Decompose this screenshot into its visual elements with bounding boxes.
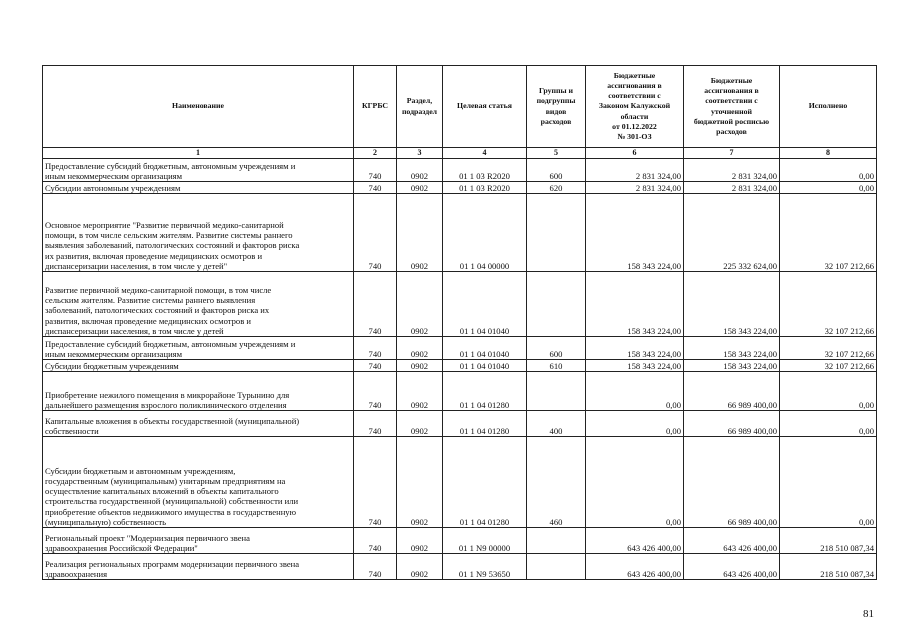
table-row (43, 437, 877, 528)
cell-refined-appropriations: 66 989 400,00 (684, 437, 780, 528)
table-row (43, 372, 877, 411)
cell-section: 0902 (397, 372, 443, 411)
cell-executed: 0,00 (780, 411, 877, 437)
cell-name-line: собственности (45, 426, 99, 437)
cell-name (43, 194, 354, 272)
header-line: соответствии с (705, 96, 758, 106)
cell-name-line: строительства государственной (муниципальной) собственности или (45, 496, 299, 507)
header-line: Законом Калужской (598, 101, 671, 111)
table-row (43, 182, 877, 194)
cell-kgrbs: 740 (354, 372, 397, 411)
cell-refined-appropriations: 66 989 400,00 (684, 411, 780, 437)
cell-name (43, 372, 354, 411)
cell-section: 0902 (397, 360, 443, 372)
cell-kgrbs: 740 (354, 411, 397, 437)
cell-law-appropriations: 0,00 (586, 411, 684, 437)
column-number: 3 (397, 148, 443, 159)
column-number: 8 (780, 148, 877, 159)
table-row (43, 360, 877, 372)
header-line: Бюджетные (613, 71, 656, 81)
cell-name-line: Субсидии бюджетным учреждениям (45, 361, 179, 372)
cell-section: 0902 (397, 182, 443, 194)
table-row (43, 159, 877, 182)
cell-executed: 32 107 212,66 (780, 337, 877, 360)
column-number: 2 (354, 148, 397, 159)
cell-target-article: 01 1 N9 53650 (443, 554, 527, 580)
column-number: 6 (586, 148, 684, 159)
cell-kgrbs: 740 (354, 360, 397, 372)
header-expense-group (527, 66, 586, 148)
cell-kgrbs: 740 (354, 272, 397, 337)
cell-refined-appropriations: 2 831 324,00 (684, 182, 780, 194)
cell-executed: 32 107 212,66 (780, 194, 877, 272)
column-numbers-row (43, 148, 877, 159)
cell-target-article: 01 1 03 R2020 (443, 182, 527, 194)
cell-name (43, 554, 354, 580)
cell-section: 0902 (397, 337, 443, 360)
header-line: ассигнования в (704, 86, 759, 96)
cell-name-line: выявления заболеваний, патологических состояний и факторов риска (45, 240, 300, 251)
table-row (43, 337, 877, 360)
header-line: ассигнования в (607, 81, 662, 91)
cell-executed: 218 510 087,34 (780, 554, 877, 580)
cell-expense-group: 610 (527, 360, 586, 372)
cell-name (43, 528, 354, 554)
header-line: области (620, 111, 649, 121)
table-row (43, 194, 877, 272)
cell-kgrbs: 740 (354, 437, 397, 528)
cell-refined-appropriations: 2 831 324,00 (684, 159, 780, 182)
header-line: Группы и (538, 86, 574, 96)
cell-name-line: заболеваний, патологических состояний и факторов риска их (45, 305, 270, 316)
cell-section: 0902 (397, 528, 443, 554)
cell-refined-appropriations: 225 332 624,00 (684, 194, 780, 272)
cell-law-appropriations: 2 831 324,00 (586, 182, 684, 194)
cell-expense-group (527, 272, 586, 337)
cell-expense-group (527, 554, 586, 580)
cell-name-line: иным некоммерческим организациям (45, 171, 183, 182)
table-row (43, 528, 877, 554)
cell-name-line: Предоставление субсидий бюджетным, автономным учреждениям и (45, 338, 296, 349)
cell-name-line: Развитие первичной медико-санитарной помощи, в том числе (45, 284, 272, 295)
column-number: 5 (527, 148, 586, 159)
cell-section: 0902 (397, 437, 443, 528)
cell-refined-appropriations: 643 426 400,00 (684, 554, 780, 580)
table-row (43, 554, 877, 580)
cell-section: 0902 (397, 194, 443, 272)
cell-section: 0902 (397, 272, 443, 337)
cell-expense-group: 620 (527, 182, 586, 194)
cell-target-article: 01 1 04 01040 (443, 337, 527, 360)
header-executed (780, 66, 877, 148)
header-line: уточненной (710, 106, 753, 116)
cell-name-line: Реализация региональных программ модернизации первичного звена (45, 558, 300, 569)
cell-name-line: государственным (муниципальным) унитарным предприятиям на (45, 475, 286, 486)
table-body (43, 159, 877, 580)
table-row (43, 411, 877, 437)
header-line: подгруппы (536, 96, 576, 106)
header-line: соответствии с (608, 91, 661, 101)
header-refined-appropriations (684, 66, 780, 148)
cell-name-line: Капитальные вложения в объекты государственной (муниципальной) (45, 415, 300, 426)
cell-name-line: помощи, в том числе сельским жителям. Развитие системы раннего (45, 230, 293, 241)
cell-law-appropriations: 643 426 400,00 (586, 528, 684, 554)
cell-refined-appropriations: 158 343 224,00 (684, 360, 780, 372)
header-line: подраздел (401, 106, 438, 116)
column-number: 7 (684, 148, 780, 159)
cell-name-line: (муниципальную) собственность (45, 517, 167, 528)
page-number: 81 (863, 608, 874, 620)
cell-refined-appropriations: 66 989 400,00 (684, 372, 780, 411)
header-row (43, 66, 877, 148)
cell-law-appropriations: 0,00 (586, 372, 684, 411)
cell-name-line: Региональный проект "Модернизация первичного звена (45, 532, 250, 543)
cell-expense-group: 600 (527, 337, 586, 360)
header-line: от 01.12.2022 (612, 121, 657, 131)
column-number: 4 (443, 148, 527, 159)
header-name (43, 66, 354, 148)
cell-name (43, 159, 354, 182)
column-number: 1 (43, 148, 354, 159)
cell-expense-group: 600 (527, 159, 586, 182)
cell-name-line: диспансеризации населения, в том числе у детей (45, 326, 224, 337)
cell-expense-group: 460 (527, 437, 586, 528)
cell-target-article: 01 1 04 00000 (443, 194, 527, 272)
cell-executed: 0,00 (780, 159, 877, 182)
cell-section: 0902 (397, 411, 443, 437)
cell-name-line: осуществление капитальных вложений в объекты капитального (45, 486, 279, 497)
header-line: бюджетной росписью (693, 116, 770, 126)
header-line: Исполнено (808, 101, 848, 111)
header-line: Наименование (172, 101, 224, 111)
header-line: Бюджетные (710, 76, 753, 86)
cell-refined-appropriations: 158 343 224,00 (684, 272, 780, 337)
cell-name (43, 437, 354, 528)
cell-name-line: здравоохранения Российской Федерации" (45, 543, 198, 554)
cell-kgrbs: 740 (354, 528, 397, 554)
cell-kgrbs: 740 (354, 182, 397, 194)
header-kgrbs (354, 66, 397, 148)
cell-name-line: Субсидии автономным учреждениям (45, 183, 181, 194)
cell-name-line: Основное мероприятие "Развитие первичной медико-санитарной (45, 219, 284, 230)
cell-law-appropriations: 643 426 400,00 (586, 554, 684, 580)
header-line: видов (545, 106, 567, 116)
cell-executed: 0,00 (780, 437, 877, 528)
cell-name-line: диспансеризации населения, в том числе у детей" (45, 261, 228, 272)
cell-section: 0902 (397, 554, 443, 580)
cell-law-appropriations: 0,00 (586, 437, 684, 528)
cell-name (43, 337, 354, 360)
table-row (43, 272, 877, 337)
cell-section: 0902 (397, 159, 443, 182)
header-line: расходов (540, 116, 572, 126)
cell-law-appropriations: 158 343 224,00 (586, 272, 684, 337)
cell-name-line: иным некоммерческим организациям (45, 349, 183, 360)
cell-name-line: здравоохранения (45, 569, 108, 580)
table-header (43, 66, 877, 159)
cell-name-line: Субсидии бюджетным и автономным учреждениям, (45, 465, 236, 476)
cell-name-line: приобретение объектов недвижимого имущества в государственную (45, 506, 297, 517)
cell-kgrbs: 740 (354, 159, 397, 182)
header-target-article (443, 66, 527, 148)
cell-expense-group (527, 528, 586, 554)
cell-name-line: Приобретение нежилого помещения в микрорайоне Турынино для (45, 389, 290, 400)
cell-expense-group: 400 (527, 411, 586, 437)
cell-executed: 0,00 (780, 182, 877, 194)
cell-name-line: дальнейшего размещения взрослого поликлинического отделения (45, 400, 287, 411)
cell-name-line: Предоставление субсидий бюджетным, автономным учреждениям и (45, 160, 296, 171)
cell-name (43, 182, 354, 194)
cell-executed: 218 510 087,34 (780, 528, 877, 554)
cell-law-appropriations: 158 343 224,00 (586, 337, 684, 360)
cell-expense-group (527, 372, 586, 411)
header-line: КГРБС (361, 101, 389, 111)
cell-target-article: 01 1 N9 00000 (443, 528, 527, 554)
cell-name (43, 411, 354, 437)
cell-kgrbs: 740 (354, 337, 397, 360)
cell-target-article: 01 1 03 R2020 (443, 159, 527, 182)
cell-law-appropriations: 2 831 324,00 (586, 159, 684, 182)
cell-executed: 0,00 (780, 372, 877, 411)
budget-table (42, 65, 877, 580)
header-line: расходов (716, 126, 747, 136)
cell-name-line: их развития, включая проведение медицинских осмотров и (45, 250, 263, 261)
header-section (397, 66, 443, 148)
header-line: Раздел, (406, 96, 433, 106)
cell-expense-group (527, 194, 586, 272)
cell-law-appropriations: 158 343 224,00 (586, 360, 684, 372)
cell-kgrbs: 740 (354, 194, 397, 272)
cell-target-article: 01 1 04 01280 (443, 411, 527, 437)
cell-target-article: 01 1 04 01040 (443, 272, 527, 337)
cell-target-article: 01 1 04 01280 (443, 372, 527, 411)
cell-name (43, 272, 354, 337)
cell-refined-appropriations: 158 343 224,00 (684, 337, 780, 360)
header-line: Целевая статья (457, 101, 512, 111)
cell-executed: 32 107 212,66 (780, 272, 877, 337)
cell-law-appropriations: 158 343 224,00 (586, 194, 684, 272)
cell-name (43, 360, 354, 372)
header-law-appropriations (586, 66, 684, 148)
cell-kgrbs: 740 (354, 554, 397, 580)
header-line: № 301-ОЗ (617, 131, 652, 141)
cell-name-line: сельским жителям. Развитие системы раннего выявления (45, 295, 256, 306)
cell-executed: 32 107 212,66 (780, 360, 877, 372)
cell-target-article: 01 1 04 01040 (443, 360, 527, 372)
cell-name-line: развития, включая проведение медицинских осмотров и (45, 315, 252, 326)
cell-target-article: 01 1 04 01280 (443, 437, 527, 528)
cell-refined-appropriations: 643 426 400,00 (684, 528, 780, 554)
